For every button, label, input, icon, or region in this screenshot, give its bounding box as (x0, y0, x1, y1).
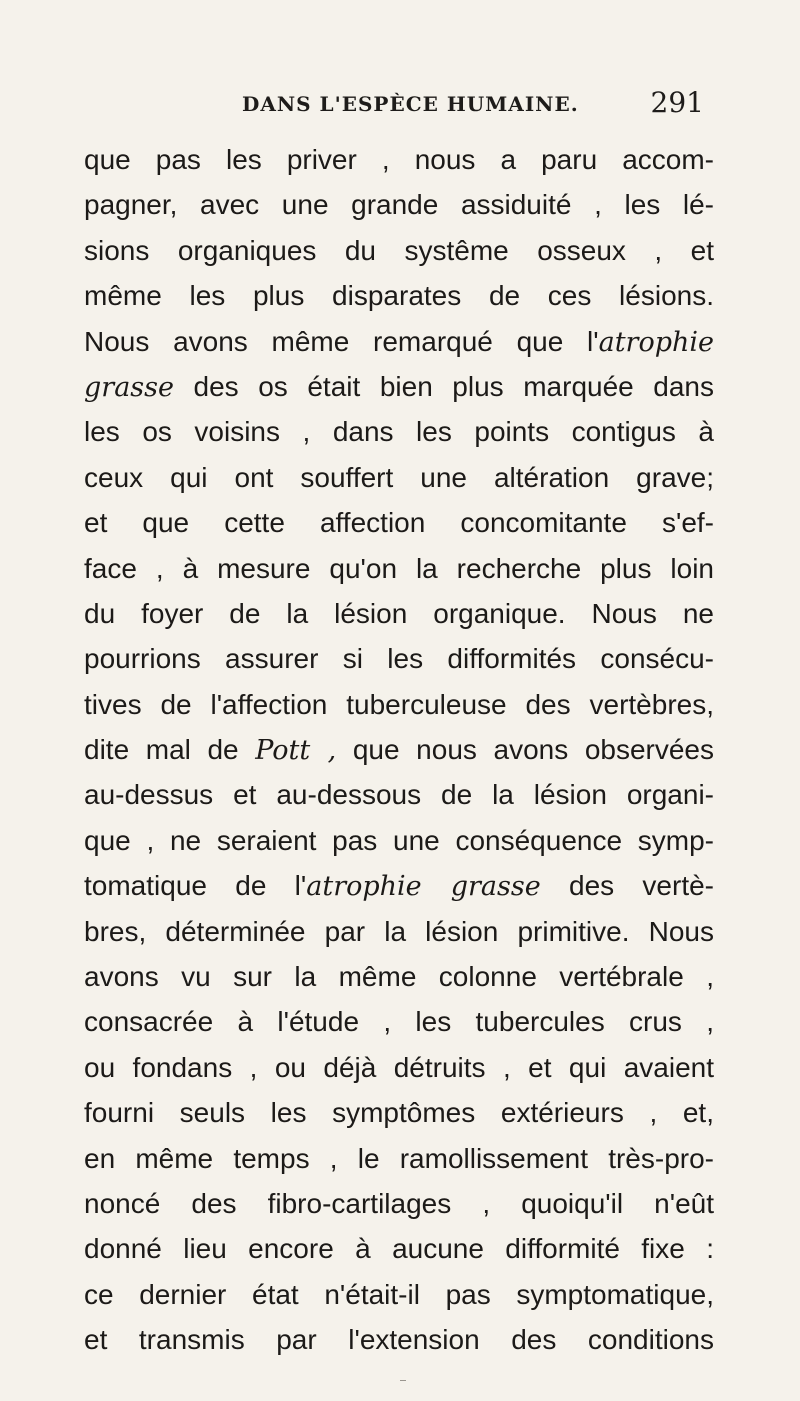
text-run: avons vu sur la même colonne vertébrale , (84, 961, 714, 993)
text-run: que , ne seraient pas une conséquence symp- (84, 824, 714, 856)
text-run: que pas les priver , nous a paru accom- (84, 144, 714, 175)
text-line (84, 364, 714, 409)
text-run: pagner, avec une grande assiduité , les lé- (84, 189, 714, 221)
text-run: même les plus disparates de ces lésions. (84, 280, 714, 312)
italic-term: grasse (84, 371, 174, 403)
text-line (84, 500, 714, 545)
text-run: sions organiques du systême osseux , et (84, 234, 714, 266)
text-line (84, 137, 714, 182)
text-run: des vertè- (540, 870, 715, 902)
text-line (84, 863, 714, 908)
text-line (84, 727, 714, 772)
text-run: que nous avons observées (336, 734, 714, 766)
text-line (84, 636, 714, 681)
text-run: ou fondans , ou déjà détruits , et qui avaient (84, 1051, 714, 1083)
text-line (84, 546, 714, 591)
text-line (84, 1045, 714, 1090)
text-run: et transmis par l'extension des conditions (84, 1324, 714, 1356)
text-line (84, 591, 714, 636)
text-line (84, 409, 714, 454)
text-run: face , à mesure qu'on la recherche plus loin (84, 552, 714, 584)
running-title: DANS L'ESPÈCE HUMAINE. (242, 92, 579, 116)
text-run: donné lieu encore à aucune difformité fixe : (84, 1233, 714, 1265)
text-line (84, 455, 714, 500)
text-run: tomatique de l' (84, 870, 307, 902)
text-line (84, 319, 714, 364)
text-run: bres, déterminée par la lésion primitive. Nous (84, 915, 714, 947)
text-line (84, 1090, 714, 1135)
text-run: et que cette affection concomitante s'ef- (84, 507, 714, 539)
text-run: Nous avons même remarqué que l' (84, 325, 599, 357)
text-line (84, 1226, 714, 1271)
italic-term: Pott , (255, 735, 337, 767)
text-run: du foyer de la lésion organique. Nous ne (84, 597, 714, 629)
text-line (84, 228, 714, 273)
text-run: fourni seuls les symptômes extérieurs , et, (84, 1097, 714, 1129)
text-run: pourrions assurer si les difformités consécu- (84, 643, 714, 675)
text-run: consacrée à l'étude , les tubercules crus , (84, 1006, 714, 1038)
text-line (84, 182, 714, 227)
text-line (84, 1317, 714, 1362)
text-run: les os voisins , dans les points contigus à (84, 416, 714, 448)
page-number: 291 (650, 86, 704, 119)
text-run: dite mal de (84, 734, 256, 766)
text-run: ceux qui ont souffert une altération grave; (84, 461, 714, 493)
text-line (84, 1136, 714, 1181)
text-run: des os était bien plus marquée dans (173, 370, 714, 402)
italic-term: atrophie grasse (306, 871, 541, 903)
text-run: en même temps , le ramollissement très-pro- (84, 1142, 714, 1174)
text-line (84, 772, 714, 817)
text-line (84, 273, 714, 318)
text-line (84, 954, 714, 999)
running-head (84, 86, 714, 122)
text-line (84, 1272, 714, 1317)
italic-term: atrophie (598, 326, 714, 358)
body-text (84, 137, 714, 1363)
text-run: tives de l'affection tuberculeuse des vertèbres, (84, 688, 714, 720)
text-line (84, 999, 714, 1044)
text-line (84, 1181, 714, 1226)
text-run: ce dernier état n'était-il pas symptomatique, (84, 1278, 714, 1310)
text-line (84, 909, 714, 954)
text-line (84, 682, 714, 727)
text-run: au-dessus et au-dessous de la lésion organi- (84, 779, 714, 811)
print-mark (400, 1380, 406, 1381)
text-line (84, 818, 714, 863)
text-run: noncé des fibro-cartilages , quoiqu'il n'eût (84, 1187, 714, 1219)
